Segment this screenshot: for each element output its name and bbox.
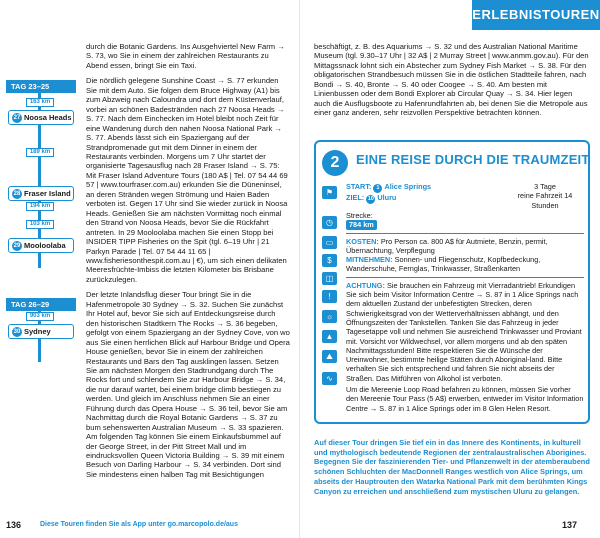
ziel-label: ZIEL: (346, 193, 365, 202)
stop-name: Sydney (24, 327, 51, 336)
right-body-text (314, 42, 590, 124)
achtung-value: Sie brauchen ein Fahrzeug mit Vierradantrieb! Erkundigen Sie sich beim Visitor Information Centre → S. 87 in 1 Alice Springs nach dem aktuellen Zustand der unbefestigten Strecken, deren Schwierigkeitsgrad von der Wetterverhältnissen abhängt, und den Öffnungszeiten der Tankstellen. Tanken Sie das Fahrzeug in jeder Tagesetappe voll und nehmen Sie ausreichend Trinkwasser und Proviant mit. Vorsicht vor Wildwechsel, vor allem morgens und ab den späten Nachmittagsstunden! Bitte respektieren Sie die Wünsche der Ureinwohner, bestimmte heilige Stätten durch Aboriginal-land. Bitte verhalten Sie sich entsprechend und fahren Sie nicht abseits der Straßen. Das Mitführen von Alkohol ist verboten. (346, 280, 582, 383)
strecke-row (346, 211, 584, 230)
warning-icon: ! (322, 290, 337, 303)
duration-hours: reine Fahrzeit 14 Stunden (517, 191, 573, 210)
right-page (300, 0, 600, 538)
divider (346, 233, 584, 234)
start-ziel-row (346, 182, 584, 211)
stop-number: 27 (13, 115, 21, 121)
mitnehmen-label: MITNEHMEN: (346, 255, 393, 265)
paragraph: durch die Botanic Gardens. Ins Ausgehviertel New Farm → S. 73, wo Sie in einem der zahlreichen Restaurants zu Abend essen, bringt Sie ein Taxi. (86, 42, 285, 70)
tour-summary: Auf dieser Tour dringen Sie tief ein in das Innere des Kontinents, in kulturell und mythologisch bedeutende Regionen der zentralaustralischen Aborigines. Begegnen Sie der faszinierenden Tier- und Pflanzenwelt in der atemberaubend schönen Schluchten der MacDonnell Ranges westlich von Alice Springs, um abseits der Hauptrouten den Watarka National Park mit dem berühmten Kings Canyon zu erreichen und anschließend zum mystischen Uluru zu gelangen. (314, 438, 590, 496)
tour-box-body (346, 182, 584, 413)
distance-badge: 189 km (26, 148, 54, 157)
paragraph: beschäftigt, z. B. des Aquariums → S. 32 und des Australian National Maritime Museum (tgl. 9.30–17 Uhr | 32 A$ | 2 Murray Street | www.anmm.gov.au). Für den Mittagssnack lohnt sich ein Abstecher zum Sydney Fish Market → S. 38. Für den obligatorischen Strandbesuch müssen Sie in die östlichen Stadtteile fahren, nach Bondi → S. 40, Bronte → S. 40 oder Coogee → S. 40. Am besten mit Linienbussen oder dem Bondi Explorer ab Circular Quay → S. 34. Hier legen auch die Ausflugsboote zu Hafenrundfahrten ab, bei denen Sie die Metropole aus einer ganz anderen, sehr reizvollen Perspektive betrachten können. (314, 42, 589, 118)
mitnehmen-row (346, 255, 584, 274)
app-note[interactable]: Diese Touren finden Sie als App unter go.marcopolo.de/aus (40, 521, 238, 528)
mitnehmen-value: Sonnen- und Fliegenschutz, Kopfbedeckung, Wanderschuhe, Fernglas, Trinkwasser, Straßenkarten (346, 255, 541, 274)
ziel-chip: 10 (367, 196, 374, 202)
page-number-left: 136 (6, 520, 22, 530)
ziel-value[interactable]: Uluru (377, 193, 397, 202)
tour-number-badge: 2 (322, 150, 348, 176)
route-stop-sydney[interactable] (8, 324, 74, 339)
start-label: START: (346, 182, 372, 191)
duration (506, 182, 584, 210)
tour-title: EINE REISE DURCH DIE TRAUMZEIT (356, 152, 590, 167)
section-header: ERLEBNISTOUREN (472, 0, 600, 30)
kosten-label: KOSTEN: (346, 236, 379, 246)
snake-icon: ∿ (322, 372, 337, 385)
achtung-row (346, 281, 584, 383)
start-chip: 1 (373, 184, 382, 193)
backpack-icon: ◫ (322, 272, 337, 285)
duration-days: 3 Tage (534, 182, 556, 191)
paragraph: Der letzte Inlandsflug dieser Tour bringt Sie in die Hafenmetropole 30 Sydney → S. 32. Suchen Sie zunächst Ihr Hotel auf, bevor Sie sich auf Entdeckungsreise durch den historischen Stadtkern The Rocks → S. 36 begeben, gefolgt von einem Spaziergang an der Sydney Cove, von wo aus Sie einen herrlichen Blick auf Harbour Bridge und Opera House genießen, bevor Sie in einem der zahlreichen Restaurants und Bars den Tag ausklingen lassen. Setzen Sie am nächsten Morgen den Stadtrundgang durch The Rocks fort und schlendern Sie zur Harbour Bridge → S. 34, die nur darauf wartet, bei einem bridge climb bestiegen zu werden. Und gleich im Anschluss nehmen Sie an einer Führung durch das Opera House → S. 36 teil, bevor Sie am Nachmittag durch die Royal Botanic Gardens → S. 37 zu bum sehenswerten Australian Museum → S. 33 spazieren. Am folgenden Tag können Sie einem Einkaufsbummel auf der George Street, in der Pitt Street Mall und im eindrucksvollen Queen Victoria Building → S. 39 mit einem Besuch von Darling Harbour → S. 34 verbinden. Dort sind Sie mindestens einen halben Tag mit Besichtigungen (86, 290, 290, 479)
tent-icon: ▲ (322, 330, 337, 343)
car-icon: ▭ (322, 236, 337, 249)
route-stop-noosa-heads[interactable] (8, 110, 74, 125)
kosten-value: Pro Person ca. 800 A$ für Autmiete, Benzin, permit, Übernachtung, Verpflegung (346, 236, 548, 255)
paragraph: Die nördlich gelegene Sunshine Coast → S. 77 erkunden Sie mit dem Auto. Sie folgen dem Bruce Highway (A1) bis zum Abzweig nach Caloundra und dort dem Küstenverlauf, vorbei an schönen Badestränden nach 27 Noosa Heads → S. 77. Nach dem Einchecken im Hotel bleibt noch Zeit für eine Wanderung durch den nahen Noosa National Park → S. 77. Abends lässt sich ein Spaziergang auf der Strandpromenade gut mit dem Dinner in einem der Restaurants verbinden. Morgens um 7 Uhr startet der organisierte Tagesausflug nach 28 Fraser Island → S. 75: Mit Fraser Island Adventure Tours (180 A$ | Tel. 07 54 44 69 57 | www.tourfraser.com.au) erkunden Sie die Düneninsel, an deren Stränden wegen Strömung und Haien Baden verboten ist. Gegen 17 Uhr sind Sie wieder zurück in Noosa Heads. Genießen Sie am nächsten Vormittag noch einmal den Strand von Noosa Heads, bevor Sie die Rückfahrt antreten. In 29 Mooloolaba machen Sie einen Stopp bei INSIDER TIPP Fisheries on the Spit (tgl. 6–19 Uhr | 21 Parkyn Parade | Tel. 07 54 44 11 65 | www.fisheriesonthespit.com.au | €), um sich einen delikaten Meeresfrüchte-Imbiss die letzten Kilometer bis Brisbane zurückzulegen. (86, 76, 288, 284)
stop-name: Mooloolaba (24, 241, 66, 250)
distance-badge: 903 km (26, 312, 54, 321)
wallet-icon: $ (322, 254, 337, 267)
page-number-right: 137 (562, 520, 578, 530)
tour-info-box (314, 140, 590, 424)
distance-pill: 784 km (346, 220, 377, 229)
divider (346, 277, 584, 278)
stop-number: 28 (13, 191, 21, 197)
stop-number: 29 (13, 243, 21, 249)
route-stop-fraser-island[interactable] (8, 186, 74, 201)
day-badge-26-29: TAG 26–29 (6, 298, 76, 311)
achtung-row-2 (346, 385, 584, 413)
start-value[interactable]: Alice Springs (384, 182, 432, 191)
achtung-value-2: Um die Mereenie Loop Road befahren zu können, müssen Sie vorher den Mereenie Tour Pass (5 A$) erwerben, entweder im Visitor Information Centre → S. 87 in 1 Alice Springs oder im 8 Glen Helen Resort. (346, 385, 584, 413)
stop-number: 30 (13, 329, 21, 335)
achtung-label: ACHTUNG: (346, 280, 385, 290)
left-body-text (86, 42, 290, 485)
hiking-icon: ⛰ (322, 350, 337, 363)
stop-name: Noosa Heads (24, 113, 72, 122)
distance-badge: 163 km (26, 98, 54, 107)
stop-name: Fraser Island (24, 189, 71, 198)
day-badge-23-25: TAG 23–25 (6, 80, 76, 93)
kosten-row (346, 237, 584, 256)
distance-badge: 194 km (26, 202, 54, 211)
strecke-label: Strecke: (346, 211, 373, 220)
flag-icon: ⚑ (322, 186, 337, 199)
clock-icon: ◷ (322, 216, 337, 229)
distance-badge: 103 km (26, 220, 54, 229)
sun-icon: ☼ (322, 310, 337, 323)
route-sidebar (4, 80, 78, 380)
route-stop-mooloolaba[interactable] (8, 238, 74, 253)
